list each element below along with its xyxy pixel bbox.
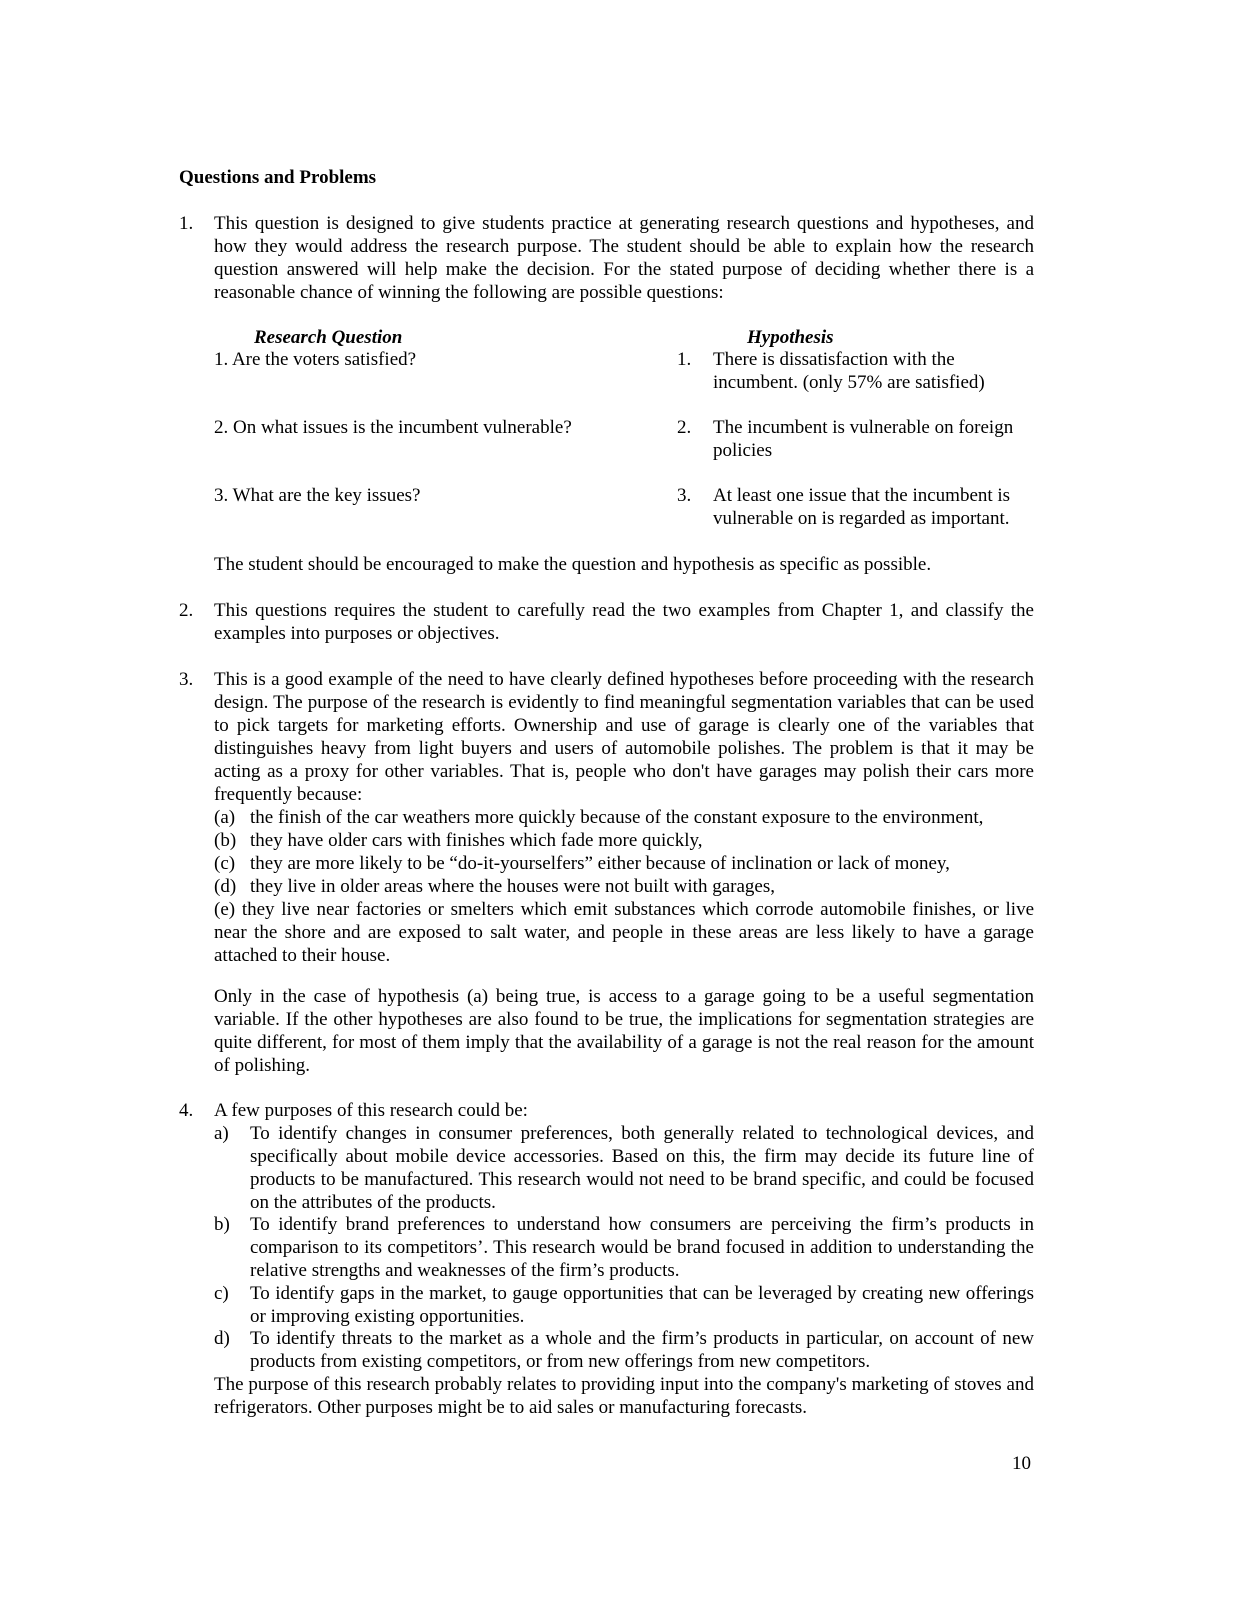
hypothesis-1-text: There is dissatisfaction with the incumbent. (only 57% are satisfied) [713,349,985,393]
q4-intro: A few purposes of this research could be: [214,1100,528,1121]
q2-text: This questions requires the student to carefully read the two examples from Chapter 1, and classify the examples into purposes or objectives. [214,600,1034,644]
q3-item-a [214,806,1034,829]
q2-number: 2. [179,600,194,621]
q3-block [214,668,1034,967]
q4-item-c-label: c) [214,1283,229,1304]
q3-item-b [214,829,1034,852]
q3-item-c-text: they are more likely to be “do-it-yourselfers” either because of inclination or lack of money, [250,853,950,874]
q3-item-d-text: they live in older areas where the houses were not built with garages, [250,876,775,897]
q4-item-b-text: To identify brand preferences to understand how consumers are perceiving the firm’s products in comparison to its competitors’. This research would be brand focused in addition to understanding the relative strengths and weaknesses of the firm’s products. [250,1214,1034,1281]
hypothesis-header: Hypothesis [747,327,834,348]
q3-item-b-text: they have older cars with finishes which fade more quickly, [250,830,703,851]
q4-item-a-text: To identify changes in consumer preferences, both generally related to technological devices, and specifically about mobile device accessories. Based on this, the firm may decide its future line of products to be manufactured. This research would not need to be brand specific, and could be focused on the attributes of the products. [250,1123,1034,1213]
q4-item-d-label: d) [214,1328,230,1349]
q3-number: 3. [179,669,194,690]
q4-number: 4. [179,1100,194,1121]
q3-item-a-text: the finish of the car weathers more quickly because of the constant exposure to the environment, [250,807,984,828]
q3-closing: Only in the case of hypothesis (a) being true, is access to a garage going to be a useful segmentation variable. If the other hypotheses are also found to be true, the implications for segmentation strategies are quite different, for most of them imply that the availability of a garage is not the real reason for the amount of polishing. [214,986,1034,1076]
q3-item-c-label: (c) [214,853,236,874]
q3-text: This is a good example of the need to have clearly defined hypotheses before proceeding with the research design. The purpose of the research is evidently to find meaningful segmentation variables that can be used to pick targets for marketing efforts. Ownership and use of garage is clearly one of the variables that distinguishes heavy from light buyers and users of automobile polishes. The problem is that it may be acting as a proxy for other variables. That is, people who don't have garages may polish their cars more frequently because: [214,669,1034,805]
section-heading: Questions and Problems [179,167,377,188]
q3-item-d-label: (d) [214,876,237,897]
research-question-2: 2. On what issues is the incumbent vulnerable? [214,417,572,438]
q1-text: This question is designed to give students practice at generating research questions and hypotheses, and how they would address the research purpose. The student should be able to explain how the research question answered will help make the decision. For the stated purpose of deciding whether there is a reasonable chance of winning the following are possible questions: [214,213,1034,303]
hypothesis-2-text: The incumbent is vulnerable on foreign policies [713,417,1014,461]
q4-item-d-text: To identify threats to the market as a whole and the firm’s products in particular, on account of new products from existing competitors, or from new offerings from new competitors. [250,1328,1034,1372]
hypothesis-3-number: 3. [677,485,692,506]
q3-item-b-label: (b) [214,830,237,851]
research-question-1: 1. Are the voters satisfied? [214,349,417,370]
q4-closing: The purpose of this research probably relates to providing input into the company's marketing of stoves and refrigerators. Other purposes might be to aid sales or manufacturing forecasts. [214,1374,1034,1418]
page-number: 10 [1012,1453,1031,1474]
hypothesis-2-number: 2. [677,417,692,438]
q1-closing: The student should be encouraged to make the question and hypothesis as specific as possible. [214,554,932,575]
q3-item-a-label: (a) [214,807,236,828]
q3-item-c [214,852,1034,875]
research-question-3: 3. What are the key issues? [214,485,421,506]
q3-item-d [214,875,1034,898]
hypothesis-3-text: At least one issue that the incumbent is vulnerable on is regarded as important. [713,485,1011,529]
hypothesis-1-number: 1. [677,349,692,370]
q1-number: 1. [179,213,194,234]
research-question-header: Research Question [254,327,403,348]
q4-item-c-text: To identify gaps in the market, to gauge opportunities that can be leveraged by creating new offerings or improving existing opportunities. [250,1283,1034,1327]
q4-item-a-label: a) [214,1123,229,1144]
q4-item-b-label: b) [214,1214,230,1235]
q3-item-e: (e) they live near factories or smelters which emit substances which corrode automobile finishes, or live near the shore and are exposed to salt water, and people in these areas are less likely to have a garage attached to their house. [214,899,1034,966]
